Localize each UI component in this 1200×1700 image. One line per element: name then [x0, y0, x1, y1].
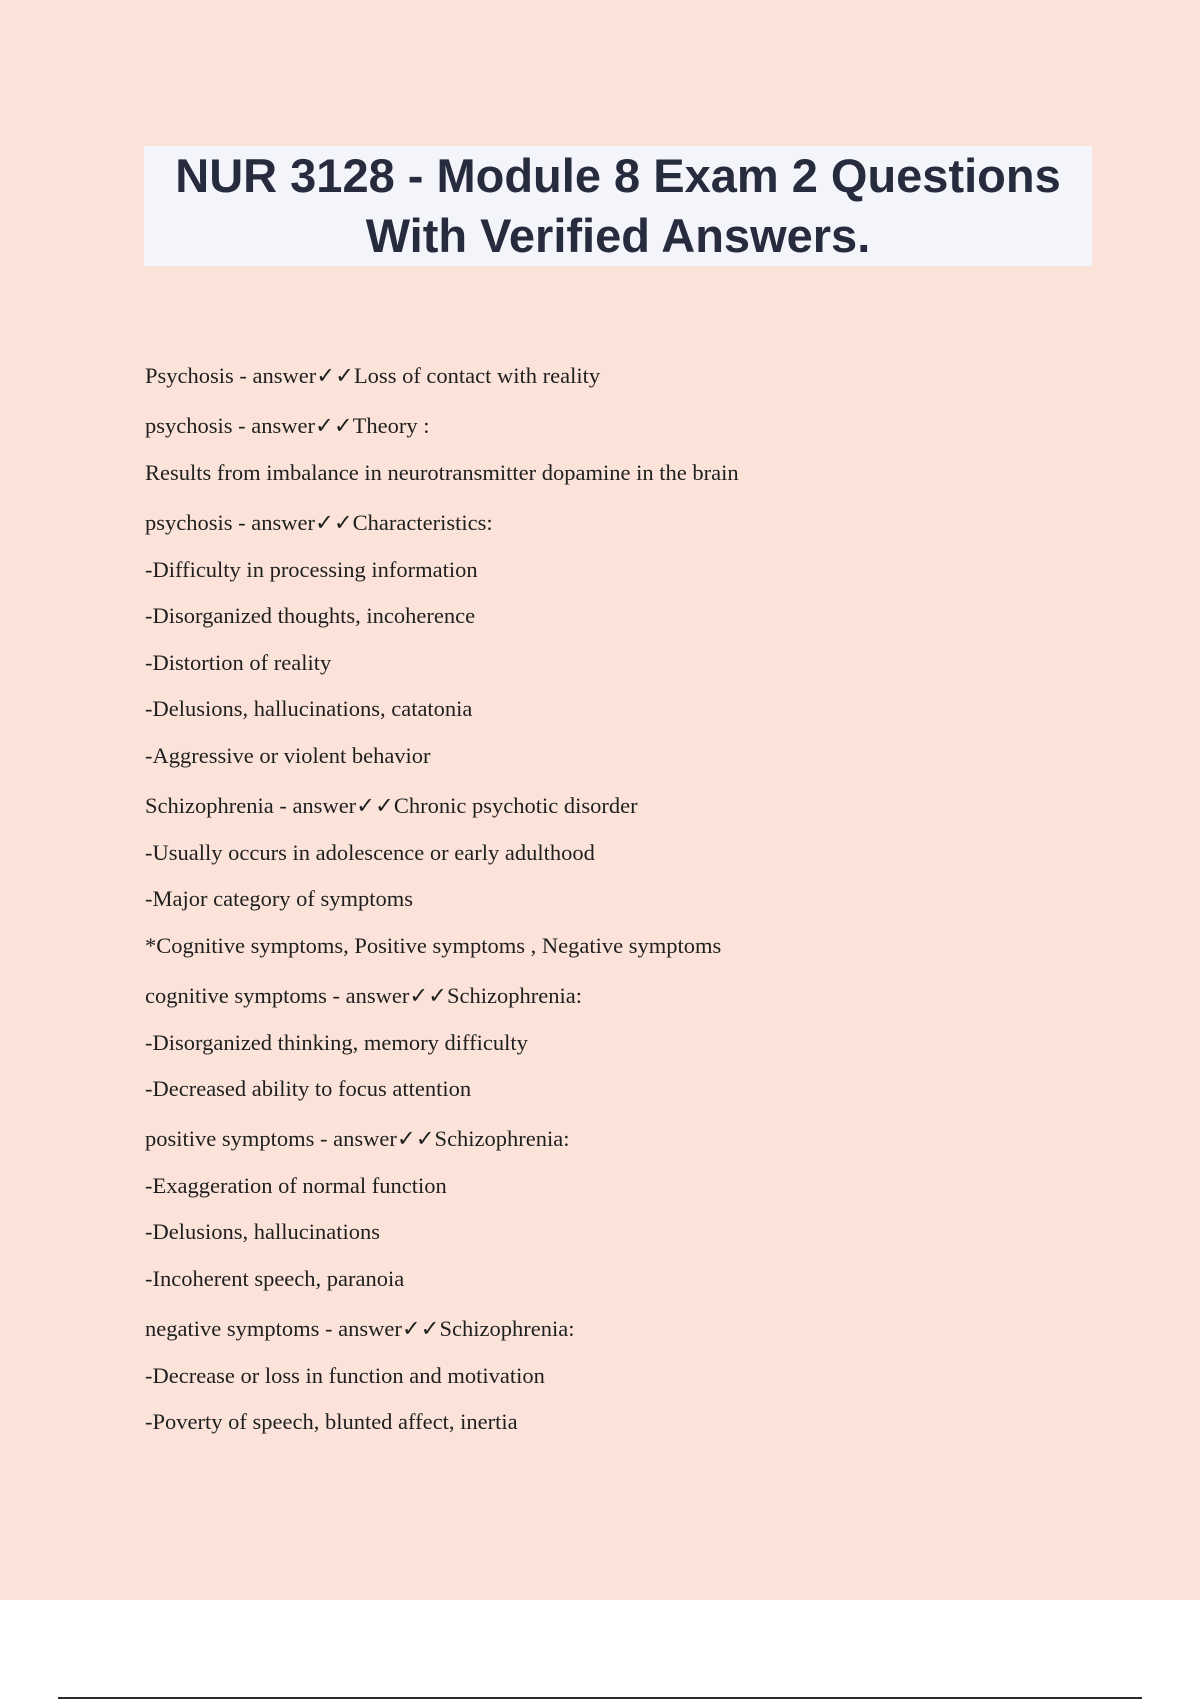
- text-line: cognitive symptoms - answer✓✓Schizophrenia:: [145, 983, 582, 1008]
- text-line: -Exaggeration of normal function: [145, 1173, 447, 1198]
- title-banner: [144, 146, 1092, 266]
- page-title: [175, 146, 1060, 266]
- text-line: psychosis - answer✓✓Theory :: [145, 413, 430, 438]
- text-line: -Poverty of speech, blunted affect, inertia: [145, 1409, 518, 1434]
- text-line: -Delusions, hallucinations, catatonia: [145, 696, 473, 721]
- text-line: -Delusions, hallucinations: [145, 1219, 380, 1244]
- text-line: Psychosis - answer✓✓Loss of contact with reality: [145, 363, 601, 388]
- text-line: psychosis - answer✓✓Characteristics:: [145, 510, 493, 535]
- text-line: -Disorganized thoughts, incoherence: [145, 603, 476, 628]
- text-line: -Difficulty in processing information: [145, 557, 478, 582]
- text-line: positive symptoms - answer✓✓Schizophrenia:: [145, 1126, 570, 1151]
- text-line: -Disorganized thinking, memory difficulty: [145, 1030, 528, 1055]
- title-line-1: NUR 3128 - Module 8 Exam 2 Questions: [175, 149, 1061, 202]
- text-line: Schizophrenia - answer✓✓Chronic psychotic disorder: [145, 793, 638, 818]
- text-line: Results from imbalance in neurotransmitter dopamine in the brain: [145, 460, 739, 485]
- text-line: -Decreased ability to focus attention: [145, 1076, 472, 1101]
- text-line: -Incoherent speech, paranoia: [145, 1266, 405, 1291]
- text-line: *Cognitive symptoms, Positive symptoms , Negative symptoms: [145, 933, 722, 958]
- text-line: -Usually occurs in adolescence or early adulthood: [145, 840, 595, 865]
- footer-divider: [58, 1697, 1142, 1699]
- text-line: -Aggressive or violent behavior: [145, 743, 431, 768]
- text-line: -Decrease or loss in function and motivation: [145, 1363, 545, 1388]
- title-line-2: With Verified Answers.: [365, 209, 871, 262]
- text-line: -Distortion of reality: [145, 650, 332, 675]
- text-line: negative symptoms - answer✓✓Schizophrenia:: [145, 1316, 575, 1341]
- text-line: -Major category of symptoms: [145, 886, 414, 911]
